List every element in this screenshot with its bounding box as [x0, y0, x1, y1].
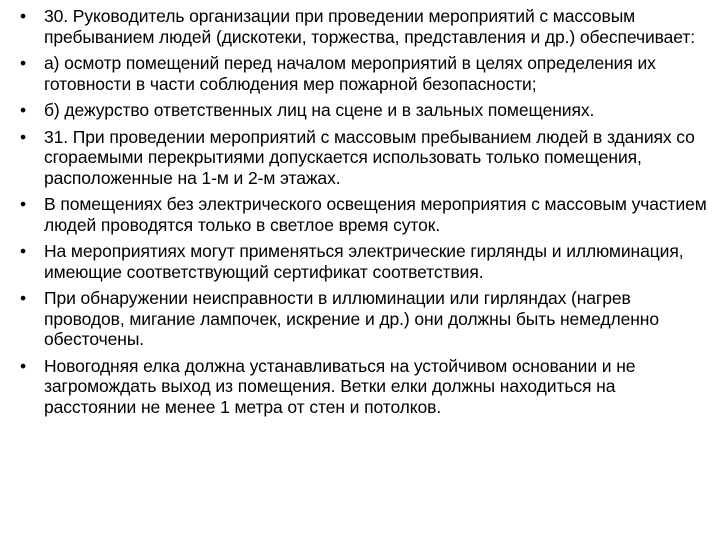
list-item-text: Новогодняя елка должна устанавливаться на устойчивом основании и не загромождать выход из помещения. Ветки елки должны находиться на расстоянии не менее 1 метра от стен и потолков.	[44, 355, 636, 417]
list-item-text: При обнаружении неисправности в иллюминации или гирляндах (нагрев проводов, мигание лампочек, искрение и др.) они должны быть немедленно обесточены.	[44, 288, 659, 349]
list-item	[20, 6, 710, 47]
bullet-marker: •	[20, 53, 27, 73]
bullet-marker: •	[20, 194, 27, 214]
list-item	[20, 288, 710, 350]
list-item-text: 31. При проведении мероприятий с массовым пребыванием людей в зданиях со сгораемыми перекрытиями допускается использовать только помещения, расположенные на 1-м и 2-м этажах.	[44, 126, 695, 188]
list-item	[20, 194, 710, 235]
list-item-text: На мероприятиях могут применяться электрические гирлянды и иллюминация, имеющие соответствующий сертификат соответствия.	[44, 241, 684, 282]
bullet-marker: •	[20, 241, 27, 261]
list-item-text: В помещениях без электрического освещения мероприятия с массовым участием людей проводятся только в светлое время суток.	[44, 194, 707, 235]
list-item-text: б) дежурство ответственных лиц на сцене и в зальных помещениях.	[44, 100, 595, 120]
list-item-text: а) осмотр помещений перед началом мероприятий в целях определения их готовности в части соблюдения мер пожарной безопасности;	[44, 53, 656, 94]
list-item	[20, 241, 710, 282]
list-item	[20, 127, 710, 189]
bullet-marker: •	[20, 6, 27, 26]
list-item-text: 30. Руководитель организации при проведении мероприятий с массовым пребыванием людей (дискотеки, торжества, представления и др.) обеспечивает:	[44, 6, 696, 47]
bullet-list	[20, 6, 710, 417]
bullet-marker: •	[20, 100, 27, 120]
list-item	[20, 356, 710, 418]
list-item	[20, 100, 710, 121]
bullet-marker: •	[20, 126, 27, 147]
bullet-marker: •	[20, 288, 27, 308]
bullet-marker: •	[20, 355, 27, 376]
list-item	[20, 53, 710, 94]
